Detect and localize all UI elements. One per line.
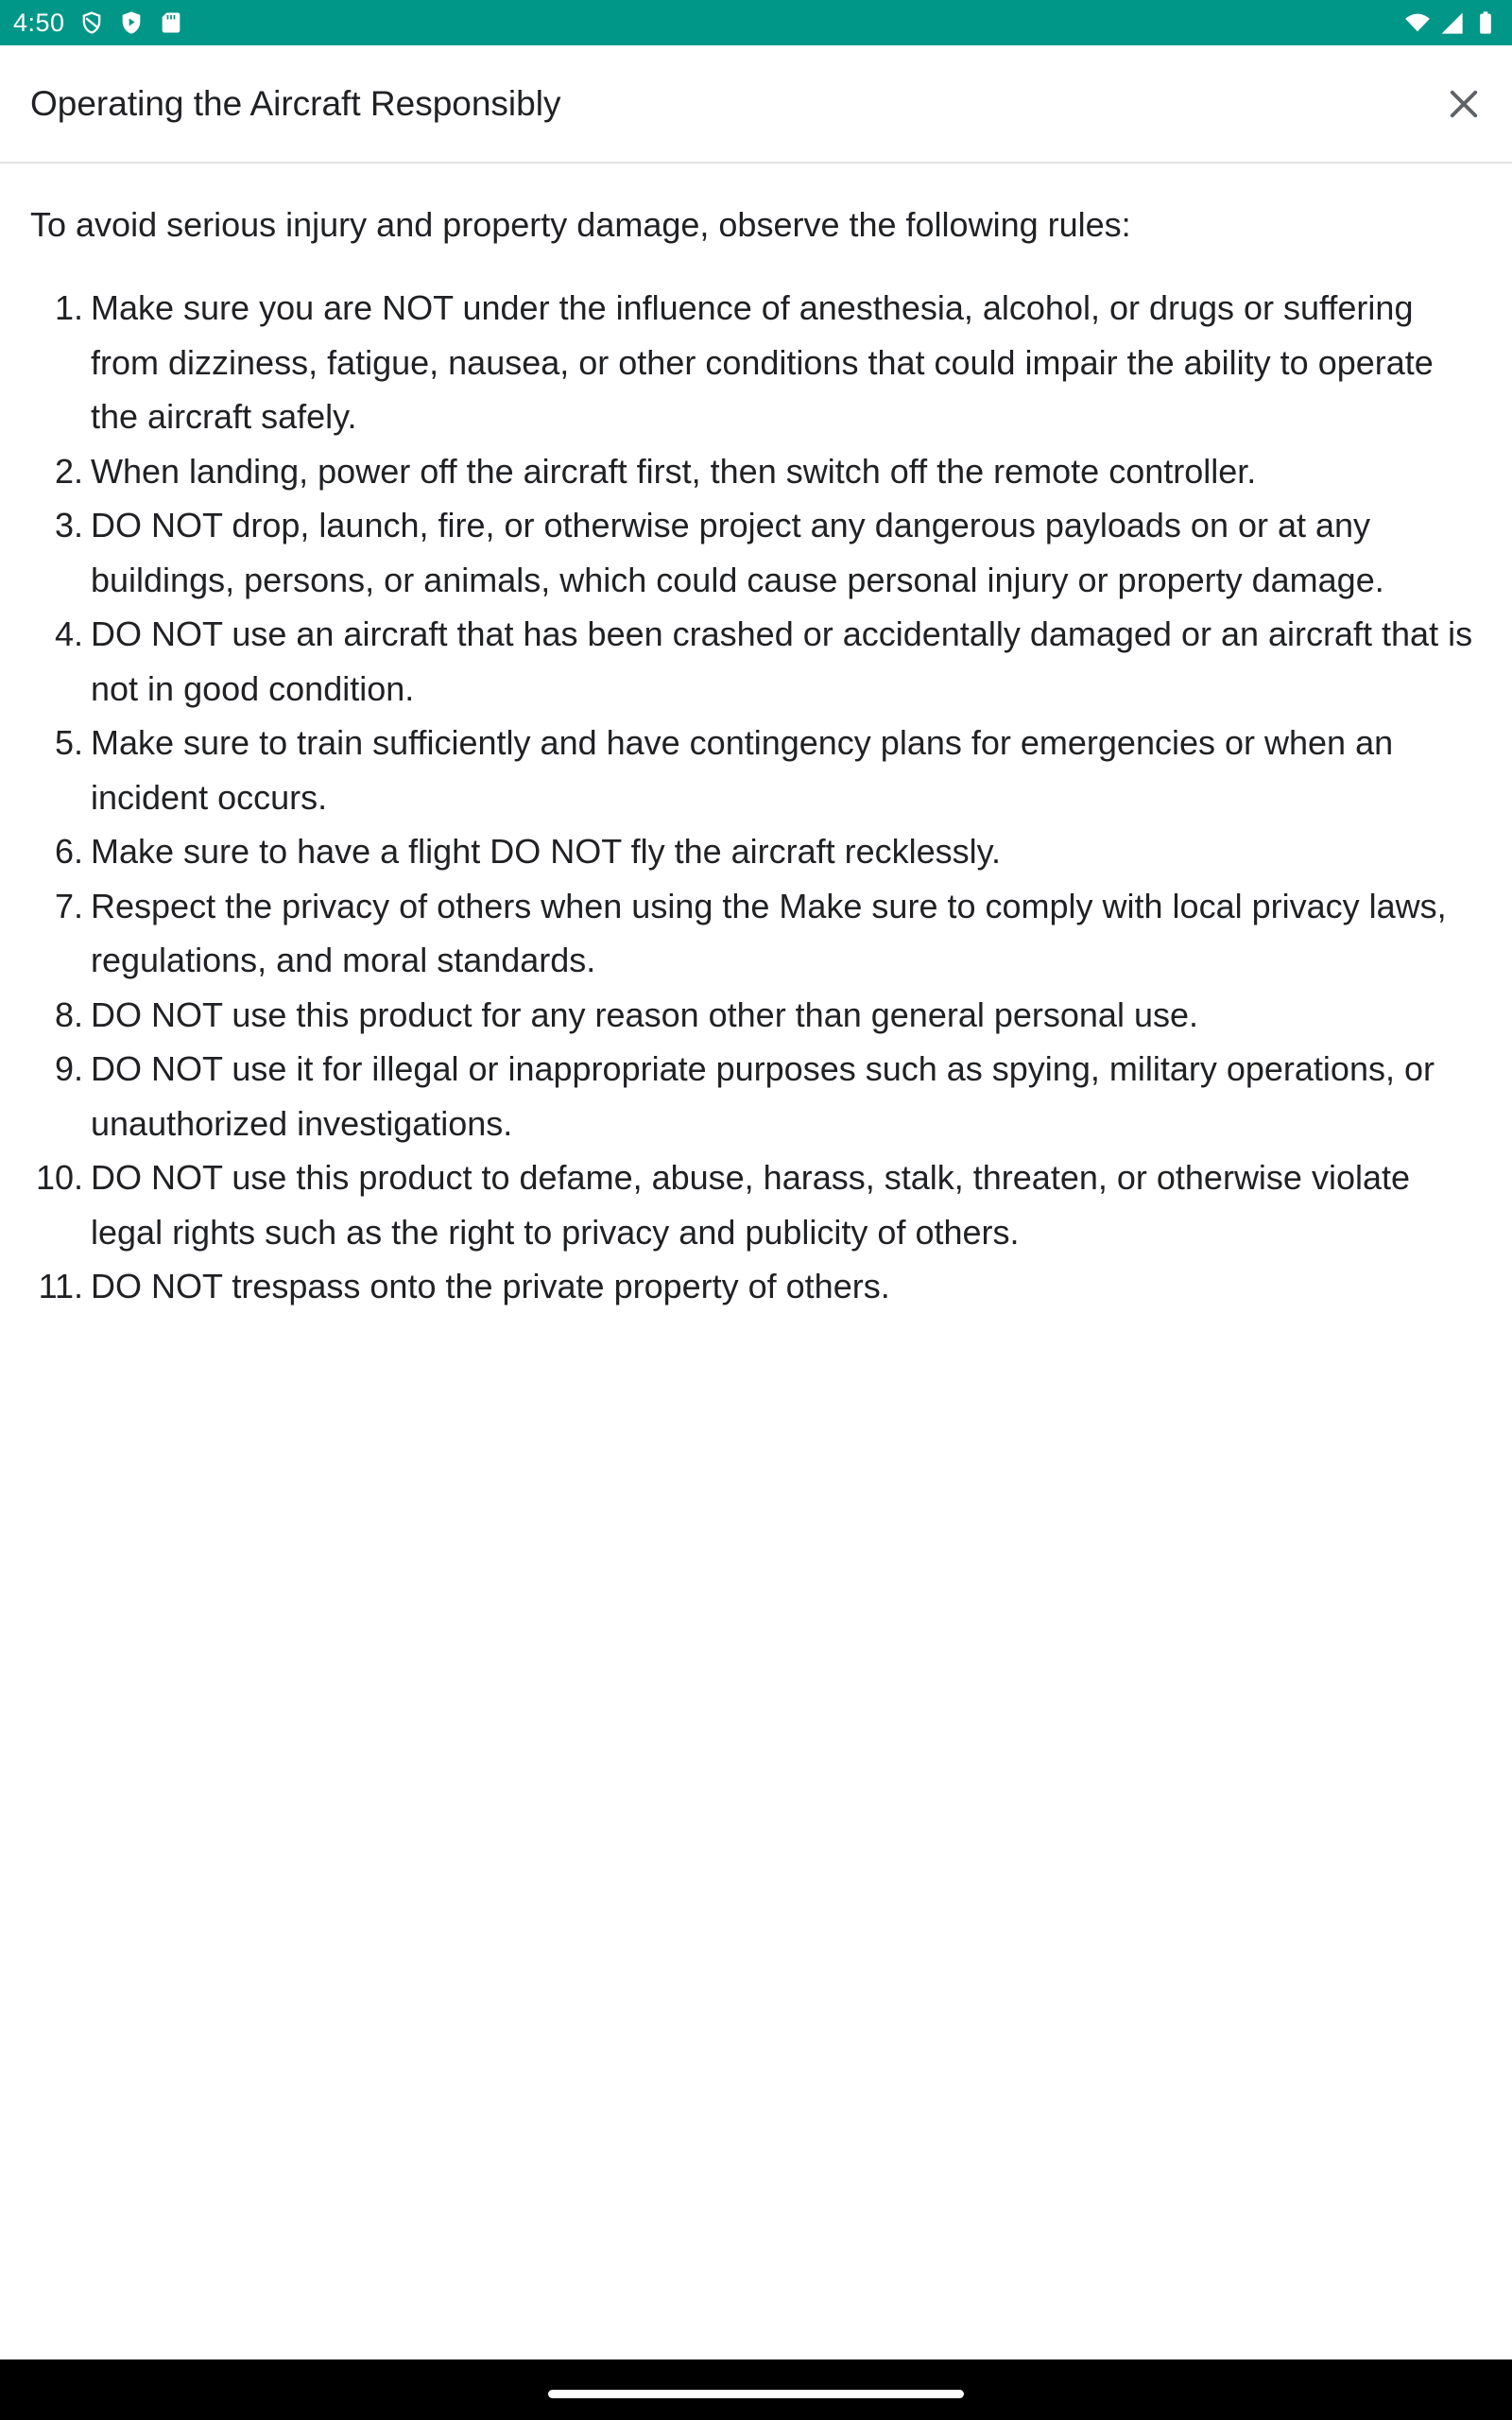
rule-item <box>30 879 1482 988</box>
status-bar <box>0 0 1512 45</box>
rule-text: Make sure to train sufficiently and have contingency plans for emergencies or when an incident occurs. <box>91 723 1394 817</box>
status-time: 4:50 <box>13 8 65 37</box>
rule-number: 5. <box>54 723 83 762</box>
rule-item <box>30 824 1482 879</box>
home-indicator[interactable] <box>548 2390 964 2398</box>
rule-item <box>30 281 1482 444</box>
rule-number: 10. <box>35 1158 83 1197</box>
rule-text: DO NOT trespass onto the private property of others. <box>91 1267 890 1305</box>
rule-number: 11. <box>38 1267 83 1305</box>
dialog-header <box>0 45 1512 164</box>
rule-number: 9. <box>54 1049 83 1088</box>
rule-text: Respect the privacy of others when using the Make sure to comply with local privacy laws, regulations, and moral standards. <box>91 886 1447 979</box>
intro-text: To avoid serious injury and property damage, observe the following rules: <box>30 205 1131 244</box>
rule-item <box>30 444 1482 499</box>
rule-text: When landing, power off the aircraft first, then switch off the remote controller. <box>91 451 1257 491</box>
rule-text: DO NOT use this product for any reason other than general personal use. <box>91 994 1198 1034</box>
signal-icon <box>1438 9 1465 36</box>
rule-item <box>30 716 1482 824</box>
rule-item <box>30 988 1482 1043</box>
rule-text: DO NOT use this product to defame, abuse, harass, stalk, threaten, or otherwise violate legal rights such as the right to privacy and publicity of others. <box>91 1158 1411 1252</box>
play-shield-icon <box>118 9 145 36</box>
rule-number: 1. <box>54 288 83 327</box>
wifi-icon <box>1404 9 1431 36</box>
status-left-group <box>13 9 184 38</box>
rule-text: DO NOT use it for illegal or inappropriate purposes such as spying, military operations, or unauthorized investigations. <box>91 1049 1435 1143</box>
sd-card-icon <box>158 9 184 36</box>
close-button[interactable] <box>1433 73 1495 135</box>
rule-number: 2. <box>54 451 83 491</box>
rule-text: Make sure to have a flight DO NOT fly the aircraft recklessly. <box>91 832 1001 871</box>
rule-item <box>30 607 1482 716</box>
rule-text: DO NOT drop, launch, fire, or otherwise project any dangerous payloads on or at any buildings, persons, or animals, which could cause personal injury or property damage. <box>91 506 1384 599</box>
rule-number: 4. <box>54 614 83 653</box>
shield-outline-icon <box>78 9 105 36</box>
rule-number: 7. <box>54 886 83 925</box>
page-title: Operating the Aircraft Responsibly <box>30 83 561 123</box>
rule-text: Make sure you are NOT under the influence of anesthesia, alcohol, or drugs or suffering from dizziness, fatigue, nausea, or other conditions that could impair the ability to operate the aircraft safely. <box>91 288 1434 436</box>
status-right-group <box>1404 9 1499 36</box>
rule-item <box>30 1150 1482 1259</box>
rule-item <box>30 1259 1482 1314</box>
close-icon <box>1444 84 1484 124</box>
rule-number: 3. <box>54 506 83 544</box>
rule-number: 8. <box>54 994 83 1034</box>
rule-item <box>30 498 1482 607</box>
rule-number: 6. <box>54 832 83 871</box>
content-area <box>0 165 1512 1314</box>
navigation-bar <box>0 2360 1512 2420</box>
rule-item <box>30 1042 1482 1150</box>
rule-text: DO NOT use an aircraft that has been crashed or accidentally damaged or an aircraft that is not in good condition. <box>91 614 1473 708</box>
rules-list <box>30 281 1482 1314</box>
battery-icon <box>1472 9 1499 36</box>
